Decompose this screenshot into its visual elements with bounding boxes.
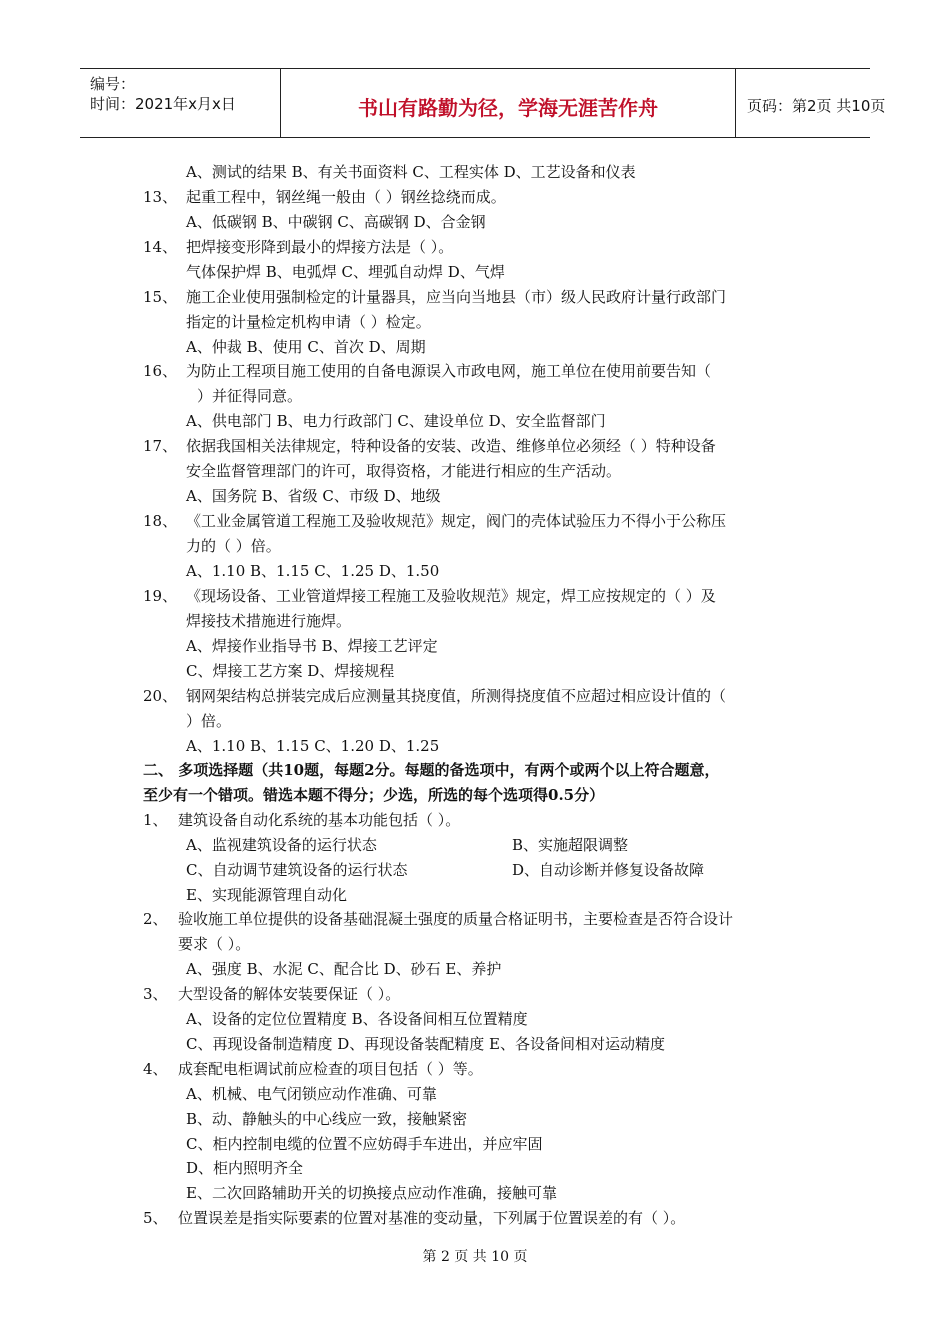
q19-stem-line2: 焊接技术措施进行施焊。 <box>186 612 352 630</box>
q17-options: A、国务院 B、省级 C、市级 D、地级 <box>186 487 441 505</box>
q19-options-line2: C、焊接工艺方案 D、焊接规程 <box>186 662 395 680</box>
serial-number-label: 编号： <box>90 75 136 93</box>
q20-options: A、1.10 B、1.15 C、1.20 D、1.25 <box>186 737 440 755</box>
q19-number: 19、 <box>143 587 178 605</box>
q19-stem-line1: 《现场设备、工业管道焊接工程施工及验收规范》规定，焊工应按规定的（ ）及 <box>186 587 716 605</box>
m2-options: A、强度 B、水泥 C、配合比 D、砂石 E、养护 <box>186 960 502 978</box>
m3-options-line2: C、再现设备制造精度 D、再现设备装配精度 E、各设备间相对运动精度 <box>186 1035 665 1053</box>
q17-stem-line2: 安全监督管理部门的许可，取得资格，才能进行相应的生产活动。 <box>186 462 622 480</box>
q18-number: 18、 <box>143 512 178 530</box>
q13-number: 13、 <box>143 188 178 206</box>
q13-stem: 起重工程中，钢丝绳一般由（ ）钢丝捻绕而成。 <box>186 188 506 206</box>
m3-number: 3、 <box>143 985 168 1003</box>
q20-number: 20、 <box>143 687 178 705</box>
q18-stem-line1: 《工业金属管道工程施工及验收规范》规定，阀门的壳体试验压力不得小于公称压 <box>186 512 727 530</box>
page-footer: 第 2 页 共 10 页 <box>422 1249 528 1265</box>
q16-stem-line1: 为防止工程项目施工使用的自备电源误入市政电网，施工单位在使用前要告知（ <box>186 362 712 380</box>
q15-stem-line1: 施工企业使用强制检定的计量器具，应当向当地县（市）级人民政府计量行政部门 <box>186 288 727 306</box>
q12-options: A、测试的结果 B、有关书面资料 C、工程实体 D、工艺设备和仪表 <box>186 163 636 181</box>
header-meta-cell <box>80 69 280 137</box>
m2-number: 2、 <box>143 910 168 928</box>
date-label: 时间：2021年x月x日 <box>90 95 236 113</box>
m1-option-a: A、监视建筑设备的运行状态 <box>186 836 377 854</box>
m5-stem: 位置误差是指实际要素的位置对基准的变动量，下列属于位置误差的有（ ）。 <box>178 1209 686 1227</box>
header-page-cell <box>735 69 886 137</box>
m1-option-e: E、实现能源管理自动化 <box>186 886 347 904</box>
q20-stem-line2: ）倍。 <box>186 712 232 730</box>
m3-stem: 大型设备的解体安装要保证（ ）。 <box>178 985 401 1003</box>
q14-stem: 把焊接变形降到最小的焊接方法是（ ）。 <box>186 238 454 256</box>
q18-options: A、1.10 B、1.15 C、1.25 D、1.50 <box>186 562 440 580</box>
header-motto-cell <box>280 69 736 137</box>
m4-option-d: D、柜内照明齐全 <box>186 1159 304 1177</box>
q14-options: 气体保护焊 B、电弧焊 C、埋弧自动焊 D、气焊 <box>186 263 505 281</box>
q16-stem-line2: ）并征得同意。 <box>197 387 303 405</box>
q16-options: A、供电部门 B、电力行政部门 C、建设单位 D、安全监督部门 <box>186 412 606 430</box>
q13-options: A、低碳钢 B、中碳钢 C、高碳钢 D、合金钢 <box>186 213 486 231</box>
m1-number: 1、 <box>143 811 168 829</box>
q15-stem-line2: 指定的计量检定机构申请（ ）检定。 <box>186 313 431 331</box>
m1-option-c: C、自动调节建筑设备的运行状态 <box>186 861 408 879</box>
page-header-table <box>80 68 886 138</box>
motto-text: 书山有路勤为径，学海无涯苦作舟 <box>358 96 658 120</box>
q17-stem-line1: 依据我国相关法律规定，特种设备的安装、改造、维修单位必须经（ ）特种设备 <box>186 437 716 455</box>
m4-number: 4、 <box>143 1060 168 1078</box>
m1-option-b: B、实施超限调整 <box>512 836 629 854</box>
m4-option-e: E、二次回路辅助开关的切换接点应动作准确，接触可靠 <box>186 1184 557 1202</box>
m2-stem-line1: 验收施工单位提供的设备基础混凝土强度的质量合格证明书，主要检查是否符合设计 <box>178 910 734 928</box>
m3-options-line1: A、设备的定位位置精度 B、各设备间相互位置精度 <box>186 1010 528 1028</box>
m4-option-a: A、机械、电气闭锁应动作准确、可靠 <box>186 1085 437 1103</box>
m1-stem: 建筑设备自动化系统的基本功能包括（ ）。 <box>178 811 461 829</box>
m1-option-d: D、自动诊断并修复设备故障 <box>512 861 705 879</box>
q15-options: A、仲裁 B、使用 C、首次 D、周期 <box>186 338 426 356</box>
m2-stem-line2: 要求（ ）。 <box>178 935 251 953</box>
section2-heading-line2: 至少有一个错项。错选本题不得分；少选，所选的每个选项得0.5分） <box>143 786 605 804</box>
q18-stem-line2: 力的（ ）倍。 <box>186 537 281 555</box>
q17-number: 17、 <box>143 437 178 455</box>
section2-heading-line1: 二、 多项选择题（共10题，每题2分。每题的备选项中，有两个或两个以上符合题意， <box>143 761 720 779</box>
q14-number: 14、 <box>143 238 178 256</box>
q19-options-line1: A、焊接作业指导书 B、焊接工艺评定 <box>186 637 438 655</box>
m5-number: 5、 <box>143 1209 168 1227</box>
m4-option-b: B、动、静触头的中心线应一致，接触紧密 <box>186 1110 468 1128</box>
m4-option-c: C、柜内控制电缆的位置不应妨碍手车进出，并应牢固 <box>186 1135 543 1153</box>
m4-stem: 成套配电柜调试前应检查的项目包括（ ）等。 <box>178 1060 483 1078</box>
page-info: 页码：第2页 共10页 <box>747 97 886 115</box>
q15-number: 15、 <box>143 288 178 306</box>
q16-number: 16、 <box>143 362 178 380</box>
q20-stem-line1: 钢网架结构总拼装完成后应测量其挠度值，所测得挠度值不应超过相应设计值的（ <box>186 687 727 705</box>
